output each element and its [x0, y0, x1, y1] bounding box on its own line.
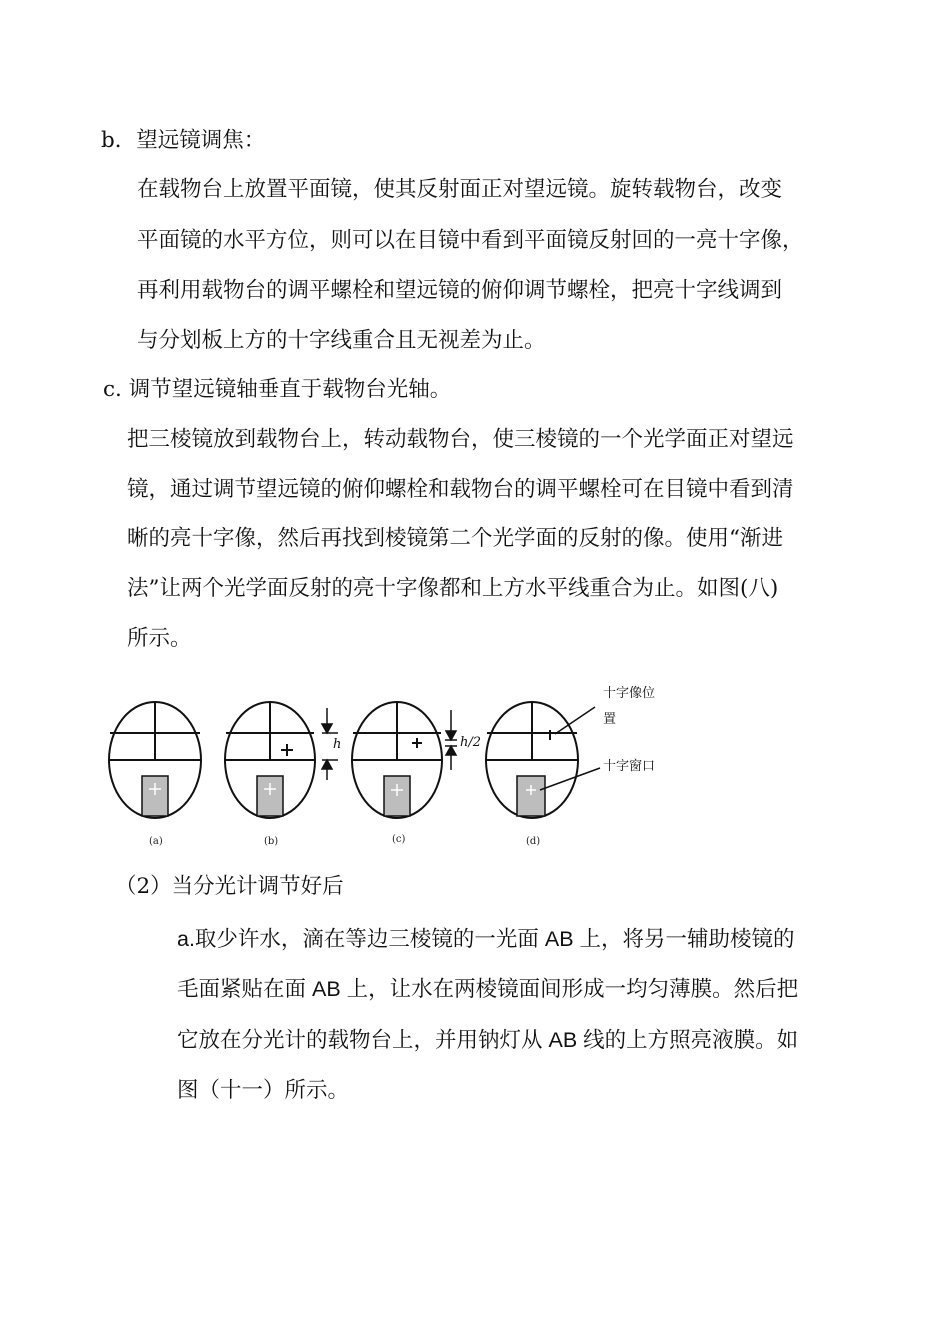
section-b-heading: b．望远镜调焦： [101, 128, 266, 153]
cross-window-d [517, 776, 545, 816]
section-b-line-3: 再利用载物台的调平螺栓和望远镜的俯仰调节螺栓，把亮十字线调到 [137, 278, 783, 303]
section-2-line-3: 它放在分光计的载物台上，并用钠灯从 AB 线的上方照亮液膜。如 [177, 1028, 799, 1052]
label-h: h [333, 737, 342, 752]
section-c-line-3: 晰的亮十字像，然后再找到棱镜第二个光学面的反射的像。使用“渐进 [127, 526, 783, 551]
section-2-line-2: 毛面紧贴在面 AB 上，让水在两棱镜面间形成一均匀薄膜。然后把 [177, 977, 799, 1001]
label-cross-position-1: 十字像位 [603, 686, 656, 701]
cross-window-b [257, 776, 283, 816]
section-b-line-1: 在载物台上放置平面镜，使其反射面正对望远镜。旋转载物台，改变 [137, 177, 783, 202]
section-c-line-2: 镜，通过调节望远镜的俯仰螺栓和载物台的调平螺栓可在目镜中看到清 [127, 477, 794, 502]
caption-a: (a) [149, 836, 163, 847]
cross-window-a [142, 776, 168, 816]
section-2-line-1: a.取少许水，滴在等边三棱镜的一光面 AB 上，将另一辅助棱镜的 [177, 927, 795, 951]
section-2-line-4: 图（十一）所示。 [177, 1078, 350, 1102]
label-h-half: h/2 [460, 735, 482, 750]
label-cross-position-2: 置 [603, 712, 617, 727]
caption-c: (c) [392, 834, 406, 845]
section-b-line-2: 平面镜的水平方位，则可以在目镜中看到平面镜反射回的一亮十字像， [137, 228, 804, 253]
label-cross-window: 十字窗口 [603, 759, 656, 774]
section-c-heading: c. 调节望远镜轴垂直于载物台光轴。 [103, 377, 452, 402]
section-2-heading: （2）当分光计调节好后 [115, 874, 344, 899]
section-c-line-1: 把三棱镜放到载物台上，转动载物台，使三棱镜的一个光学面正对望远 [127, 427, 794, 452]
eyepiece-figure [100, 680, 700, 850]
section-b-line-4: 与分划板上方的十字线重合且无视差为止。 [137, 328, 546, 353]
caption-b: (b) [264, 836, 279, 847]
section-c-line-5: 所示。 [127, 626, 192, 651]
caption-d: (d) [526, 836, 541, 847]
section-c-line-4: 法”让两个光学面反射的亮十字像都和上方水平线重合为止。如图(八) [127, 576, 779, 601]
